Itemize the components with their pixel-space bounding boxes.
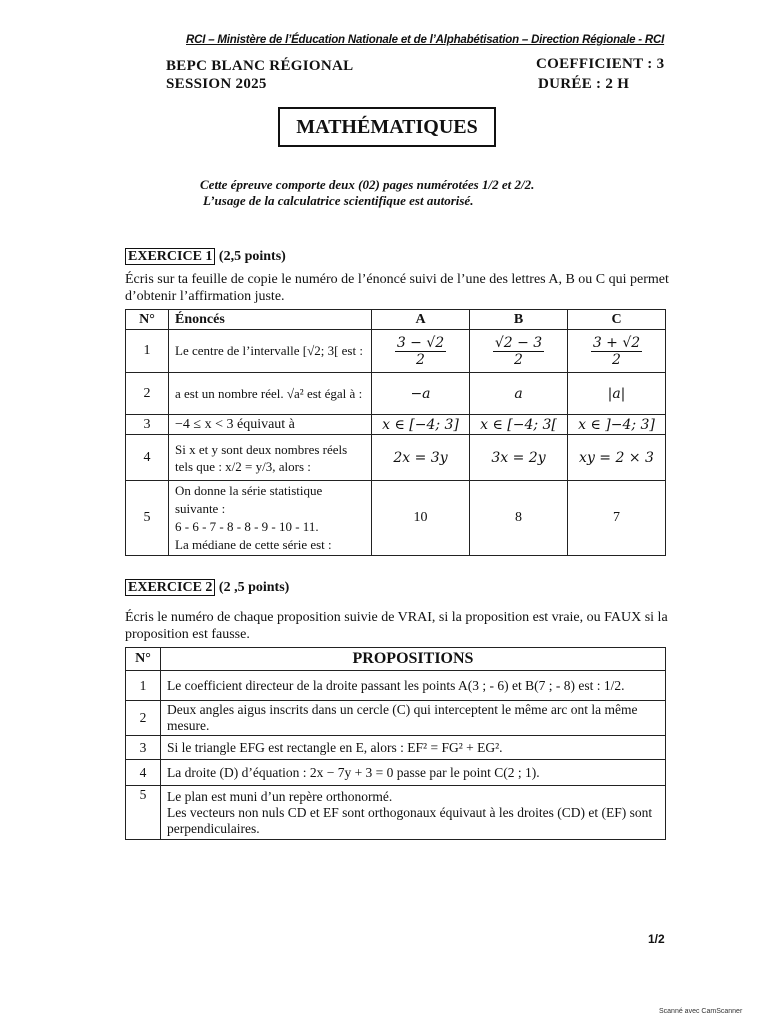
intro-line-2: L’usage de la calculatrice scientifique est autorisé. bbox=[203, 193, 474, 208]
statement-line: suivante : bbox=[175, 501, 226, 516]
row-number: 5 bbox=[126, 481, 169, 556]
choice-c: xy = 2 × 3 bbox=[568, 435, 666, 481]
frac-numerator: 3 − √2 bbox=[396, 334, 445, 351]
choice-c: x ∈ ]−4; 3] bbox=[568, 415, 666, 435]
table-header-row bbox=[126, 310, 666, 330]
exercise-1-table bbox=[125, 309, 666, 556]
table-row bbox=[126, 330, 666, 373]
subject-title: MATHÉMATIQUES bbox=[278, 107, 496, 147]
table-header-row bbox=[126, 648, 666, 671]
coefficient: COEFFICIENT : 3 bbox=[536, 56, 665, 72]
choice-a: −a bbox=[372, 373, 470, 415]
exercise-2-table bbox=[125, 647, 666, 840]
choice-c: |a| bbox=[568, 373, 666, 415]
statement-cell bbox=[169, 435, 372, 481]
choice-a bbox=[372, 330, 470, 373]
choice-b bbox=[470, 330, 568, 373]
table-row bbox=[126, 760, 666, 786]
session: SESSION 2025 bbox=[166, 76, 267, 92]
frac-denominator: 2 bbox=[416, 351, 425, 368]
scanner-watermark: Scanné avec CamScanner bbox=[659, 1008, 743, 1015]
exercise-1-points: (2,5 points) bbox=[218, 249, 286, 264]
row-number: 1 bbox=[126, 671, 161, 701]
table-row bbox=[126, 701, 666, 736]
row-number: 4 bbox=[126, 760, 161, 786]
statement-line: On donne la série statistique bbox=[175, 483, 323, 498]
header-b: B bbox=[470, 310, 568, 330]
exercise-2-points: (2 ,5 points) bbox=[218, 580, 290, 595]
statement-cell: −4 ≤ x < 3 équivaut à bbox=[169, 415, 372, 435]
exam-name: BEPC BLANC RÉGIONAL bbox=[166, 58, 354, 74]
row-number: 2 bbox=[126, 373, 169, 415]
intro-line-1: Cette épreuve comporte deux (02) pages numérotées 1/2 et 2/2. bbox=[200, 177, 535, 192]
statement-cell: Le centre de l’intervalle [√2; 3[ est : bbox=[169, 330, 372, 373]
exercise-1-heading bbox=[125, 249, 286, 265]
table-row bbox=[126, 671, 666, 701]
proposition-cell bbox=[161, 786, 666, 840]
proposition-line: Le plan est muni d’un repère orthonormé. bbox=[167, 788, 393, 804]
exercise-2-instruction: Écris le numéro de chaque proposition suivie de VRAI, si la proposition est vraie, ou FAUX si la proposition est fausse. bbox=[125, 610, 668, 642]
table-row bbox=[126, 736, 666, 760]
table-row bbox=[126, 415, 666, 435]
exercise-2-heading bbox=[125, 580, 289, 596]
header-statements: Énoncés bbox=[169, 310, 372, 330]
statement-line: La médiane de cette série est : bbox=[175, 537, 332, 552]
header-n: N° bbox=[126, 310, 169, 330]
proposition-cell: Si le triangle EFG est rectangle en E, alors : EF² = FG² + EG². bbox=[161, 736, 666, 760]
row-number: 5 bbox=[126, 786, 161, 840]
frac-numerator: √2 − 3 bbox=[494, 334, 543, 351]
exercise-2-title: EXERCICE 2 bbox=[125, 579, 215, 596]
statement-cell: a est un nombre réel. √a² est égal à : bbox=[169, 373, 372, 415]
table-row bbox=[126, 481, 666, 556]
table-row bbox=[126, 435, 666, 481]
choice-b: x ∈ [−4; 3[ bbox=[470, 415, 568, 435]
header-propositions: PROPOSITIONS bbox=[161, 648, 666, 671]
proposition-cell: La droite (D) d’équation : 2x − 7y + 3 = 0 passe par le point C(2 ; 1). bbox=[161, 760, 666, 786]
page-number: 1/2 bbox=[648, 932, 665, 946]
proposition-cell: Le coefficient directeur de la droite passant les points A(3 ; - 6) et B(7 ; - 8) est : 1/2. bbox=[161, 671, 666, 701]
frac-denominator: 2 bbox=[514, 351, 523, 368]
proposition-cell: Deux angles aigus inscrits dans un cercle (C) qui interceptent le même arc ont la même mesure. bbox=[161, 701, 666, 736]
choice-b: 8 bbox=[470, 481, 568, 556]
exercise-1-instruction: Écris sur ta feuille de copie le numéro de l’énoncé suivi de l’une des lettres A, B ou C qui permet d’obtenir l’affirmation juste. bbox=[125, 272, 669, 304]
statement-cell bbox=[169, 481, 372, 556]
choice-a: 2x = 3y bbox=[372, 435, 470, 481]
table-row bbox=[126, 373, 666, 415]
ministry-header: RCI – Ministère de l’Éducation Nationale et de l’Alphabétisation – Direction Régionale - RCI bbox=[186, 34, 665, 46]
frac-numerator: 3 + √2 bbox=[592, 334, 641, 351]
frac-denominator: 2 bbox=[612, 351, 621, 368]
row-number: 1 bbox=[126, 330, 169, 373]
header-c: C bbox=[568, 310, 666, 330]
duration: DURÉE : 2 H bbox=[538, 76, 630, 92]
statement-line: tels que : x/2 = y/3, alors : bbox=[175, 458, 311, 474]
table-row bbox=[126, 786, 666, 840]
choice-b: 3x = 2y bbox=[470, 435, 568, 481]
choice-c: 7 bbox=[568, 481, 666, 556]
statement-line: Si x et y sont deux nombres réels bbox=[175, 441, 348, 457]
choice-a: 10 bbox=[372, 481, 470, 556]
proposition-line: Les vecteurs non nuls CD et EF sont orthogonaux équivaut à les droites (CD) et (EF) sont perpendiculaires. bbox=[167, 804, 653, 836]
row-number: 4 bbox=[126, 435, 169, 481]
exercise-1-title: EXERCICE 1 bbox=[125, 248, 215, 265]
header-a: A bbox=[372, 310, 470, 330]
choice-c bbox=[568, 330, 666, 373]
choice-a: x ∈ [−4; 3] bbox=[372, 415, 470, 435]
header-n: N° bbox=[126, 648, 161, 671]
row-number: 3 bbox=[126, 736, 161, 760]
statement-line: 6 - 6 - 7 - 8 - 8 - 9 - 10 - 11. bbox=[175, 519, 319, 534]
choice-b: a bbox=[470, 373, 568, 415]
row-number: 3 bbox=[126, 415, 169, 435]
row-number: 2 bbox=[126, 701, 161, 736]
